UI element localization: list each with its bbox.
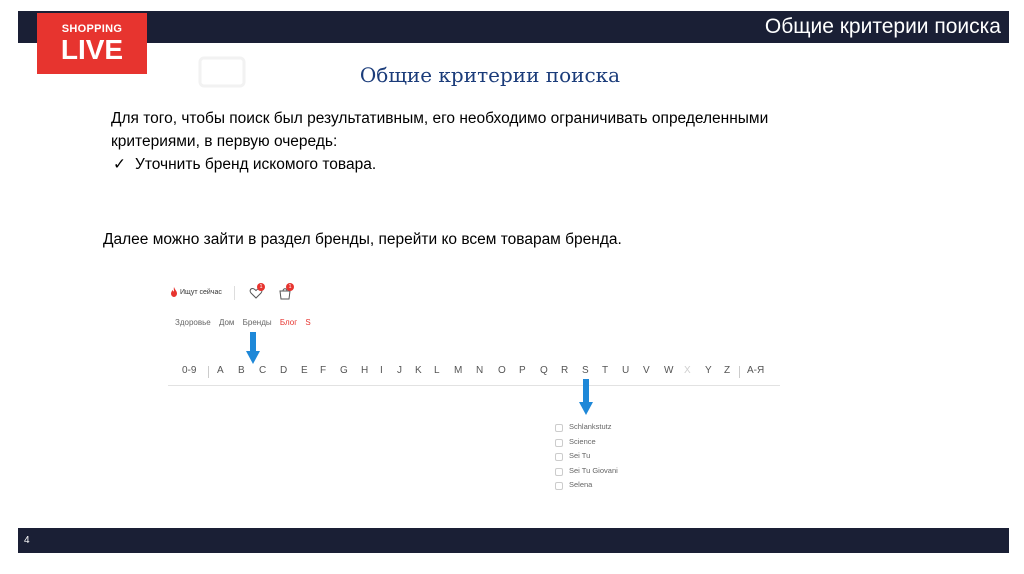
slide-number: 4: [24, 535, 30, 546]
alphabet-letter[interactable]: K: [415, 365, 422, 376]
arrow-down-icon: [246, 332, 260, 364]
nav-item-sale[interactable]: S: [305, 318, 311, 327]
alphabet-letter[interactable]: 0-9: [182, 365, 197, 376]
brand-list: [555, 420, 618, 493]
nav-item-health[interactable]: Здоровье: [175, 318, 211, 327]
alphabet-letter[interactable]: P: [519, 365, 526, 376]
alphabet-letter[interactable]: B: [238, 365, 245, 376]
brand-item[interactable]: Selena: [555, 478, 618, 493]
arrow-down-icon: [579, 379, 593, 415]
alphabet-letter[interactable]: S: [582, 365, 589, 376]
brand-item[interactable]: Sei Tu: [555, 449, 618, 464]
shopping-live-logo: [37, 13, 147, 74]
logo-line-1: SHOPPING: [61, 23, 123, 35]
alphabet-letter[interactable]: C: [259, 365, 267, 376]
fire-icon: [170, 287, 178, 297]
brand-item[interactable]: Schlankstutz: [555, 420, 618, 435]
nav-item-brands[interactable]: Бренды: [242, 318, 272, 327]
bottom-footer-bar: [18, 528, 1009, 553]
site-nav: [175, 318, 317, 327]
wishlist-badge: 1: [257, 283, 265, 291]
alphabet-letter[interactable]: I: [380, 365, 383, 376]
alphabet-letter[interactable]: F: [320, 365, 327, 376]
alphabet-letter[interactable]: L: [434, 365, 440, 376]
alphabet-letter[interactable]: V: [643, 365, 650, 376]
alphabet-letter[interactable]: Y: [705, 365, 712, 376]
check-item: [113, 153, 376, 176]
top-header-bar: [18, 11, 1009, 43]
nav-item-home[interactable]: Дом: [218, 318, 235, 327]
alphabet-letter[interactable]: R: [561, 365, 569, 376]
alphabet-letter[interactable]: O: [498, 365, 506, 376]
alphabet-letter[interactable]: G: [340, 365, 348, 376]
check-item-text: Уточнить бренд искомого товара.: [135, 156, 377, 173]
alphabet-letter[interactable]: M: [454, 365, 463, 376]
alphabet-letter[interactable]: Z: [724, 365, 731, 376]
alphabet-letter[interactable]: A: [217, 365, 224, 376]
checkmark-icon: ✓: [113, 156, 126, 173]
alphabet-filter-bar: [168, 364, 780, 386]
brand-item[interactable]: Science: [555, 435, 618, 450]
alphabet-letter[interactable]: Q: [540, 365, 548, 376]
next-step-text: Далее можно зайти в раздел бренды, перейти ко всем товарам бренда.: [103, 231, 622, 248]
divider: [208, 366, 209, 378]
alphabet-letter[interactable]: U: [622, 365, 630, 376]
intro-text: Для того, чтобы поиск был результативным, его необходимо ограничивать определенными критериями, в первую очередь:: [111, 110, 769, 150]
slide-title: Общие критерии поиска: [359, 63, 621, 87]
divider: [234, 286, 235, 300]
now-searching-link[interactable]: Ищут сейчас: [180, 289, 222, 296]
alphabet-letter[interactable]: N: [476, 365, 484, 376]
alphabet-letter[interactable]: T: [602, 365, 609, 376]
alphabet-letter[interactable]: J: [397, 365, 402, 376]
alphabet-letter[interactable]: E: [301, 365, 308, 376]
logo-line-2: LIVE: [60, 34, 124, 65]
header-title: Общие критерии поиска: [764, 15, 1001, 38]
nav-item-blog[interactable]: Блог: [279, 318, 298, 327]
divider: [739, 366, 740, 378]
alphabet-letter[interactable]: A-Я: [747, 365, 765, 376]
alphabet-letter[interactable]: X: [684, 365, 691, 376]
alphabet-letter[interactable]: D: [280, 365, 288, 376]
brand-item[interactable]: Sei Tu Giovani: [555, 464, 618, 479]
site-screenshot: [160, 275, 800, 505]
cart-badge: 1: [286, 283, 294, 291]
alphabet-letter[interactable]: H: [361, 365, 369, 376]
alphabet-letter[interactable]: W: [664, 365, 674, 376]
